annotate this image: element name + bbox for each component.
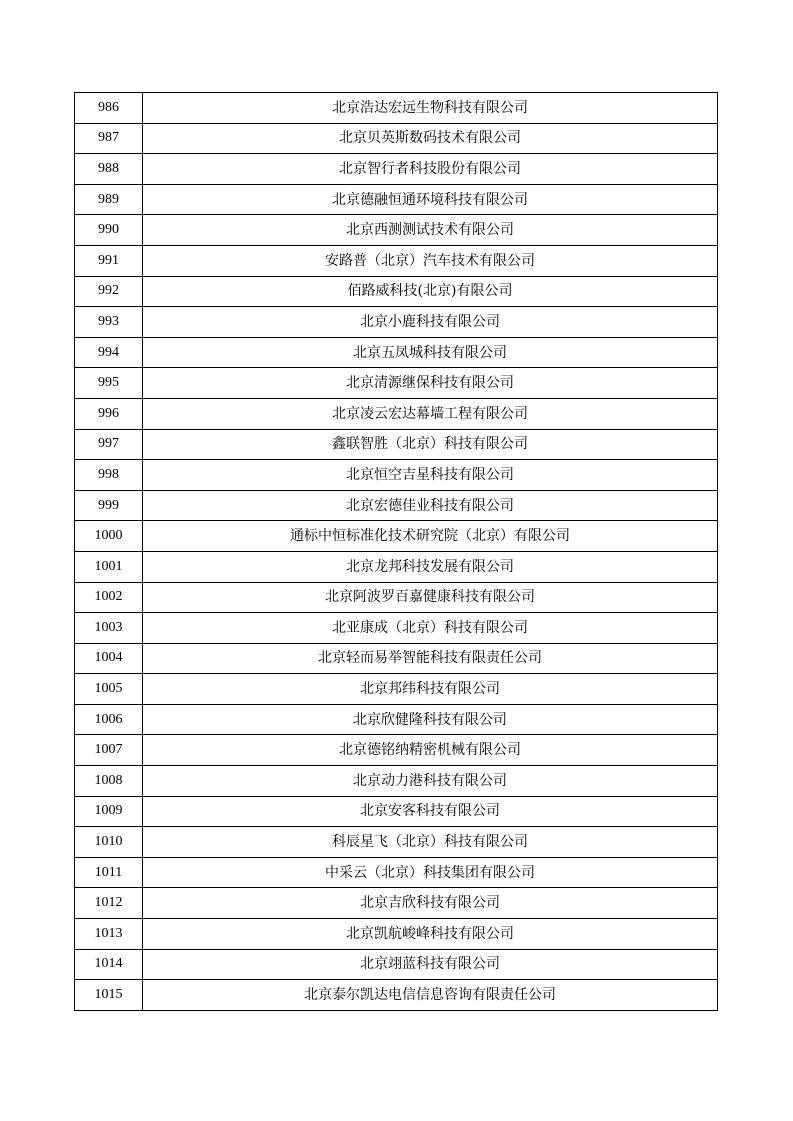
- table-row: [75, 674, 718, 705]
- row-number-cell: 1004: [75, 643, 143, 674]
- table-row: [75, 184, 718, 215]
- company-name-cell: 北京轻而易举智能科技有限责任公司: [143, 643, 718, 674]
- row-number-cell: 1005: [75, 674, 143, 705]
- table-row: [75, 490, 718, 521]
- company-name-cell: 佰路威科技(北京)有限公司: [143, 276, 718, 307]
- company-name-cell: 通标中恒标准化技术研究院（北京）有限公司: [143, 521, 718, 552]
- table-row: [75, 460, 718, 491]
- company-name-cell: 北京动力港科技有限公司: [143, 766, 718, 797]
- company-name-cell: 北京凌云宏达幕墙工程有限公司: [143, 398, 718, 429]
- table-row: [75, 582, 718, 613]
- row-number-cell: 1007: [75, 735, 143, 766]
- table-row: [75, 93, 718, 124]
- company-name-cell: 北京龙邦科技发展有限公司: [143, 551, 718, 582]
- company-name-cell: 北京贝英斯数码技术有限公司: [143, 123, 718, 154]
- row-number-cell: 1000: [75, 521, 143, 552]
- row-number-cell: 987: [75, 123, 143, 154]
- company-name-cell: 北京翊蓝科技有限公司: [143, 949, 718, 980]
- company-list-body: [75, 93, 718, 1011]
- table-row: [75, 704, 718, 735]
- company-name-cell: 北京安客科技有限公司: [143, 796, 718, 827]
- company-name-cell: 北京小鹿科技有限公司: [143, 307, 718, 338]
- company-name-cell: 北京宏德佳业科技有限公司: [143, 490, 718, 521]
- table-row: [75, 613, 718, 644]
- row-number-cell: 994: [75, 337, 143, 368]
- row-number-cell: 988: [75, 154, 143, 185]
- row-number-cell: 996: [75, 398, 143, 429]
- row-number-cell: 1006: [75, 704, 143, 735]
- company-name-cell: 安路普（北京）汽车技术有限公司: [143, 245, 718, 276]
- row-number-cell: 986: [75, 93, 143, 124]
- table-row: [75, 980, 718, 1011]
- row-number-cell: 993: [75, 307, 143, 338]
- table-row: [75, 307, 718, 338]
- company-name-cell: 北京五凤城科技有限公司: [143, 337, 718, 368]
- table-row: [75, 123, 718, 154]
- company-name-cell: 北京阿波罗百嘉健康科技有限公司: [143, 582, 718, 613]
- table-row: [75, 398, 718, 429]
- row-number-cell: 995: [75, 368, 143, 399]
- table-row: [75, 919, 718, 950]
- row-number-cell: 1008: [75, 766, 143, 797]
- table-row: [75, 735, 718, 766]
- company-name-cell: 北京恒空吉星科技有限公司: [143, 460, 718, 491]
- table-row: [75, 521, 718, 552]
- table-row: [75, 551, 718, 582]
- table-row: [75, 796, 718, 827]
- company-name-cell: 中采云（北京）科技集团有限公司: [143, 857, 718, 888]
- row-number-cell: 1015: [75, 980, 143, 1011]
- table-row: [75, 429, 718, 460]
- table-row: [75, 949, 718, 980]
- company-name-cell: 北亚康成（北京）科技有限公司: [143, 613, 718, 644]
- row-number-cell: 1010: [75, 827, 143, 858]
- company-name-cell: 北京德铭纳精密机械有限公司: [143, 735, 718, 766]
- company-name-cell: 科辰星飞（北京）科技有限公司: [143, 827, 718, 858]
- company-name-cell: 北京泰尔凯达电信信息咨询有限责任公司: [143, 980, 718, 1011]
- company-name-cell: 北京浩达宏远生物科技有限公司: [143, 93, 718, 124]
- row-number-cell: 991: [75, 245, 143, 276]
- company-name-cell: 北京西测测试技术有限公司: [143, 215, 718, 246]
- table-row: [75, 276, 718, 307]
- company-name-cell: 北京清源继保科技有限公司: [143, 368, 718, 399]
- table-row: [75, 245, 718, 276]
- table-row: [75, 766, 718, 797]
- row-number-cell: 1013: [75, 919, 143, 950]
- table-row: [75, 888, 718, 919]
- row-number-cell: 1003: [75, 613, 143, 644]
- row-number-cell: 990: [75, 215, 143, 246]
- row-number-cell: 989: [75, 184, 143, 215]
- table-row: [75, 643, 718, 674]
- table-row: [75, 154, 718, 185]
- row-number-cell: 1014: [75, 949, 143, 980]
- company-name-cell: 北京智行者科技股份有限公司: [143, 154, 718, 185]
- row-number-cell: 1012: [75, 888, 143, 919]
- company-list-table: [74, 92, 718, 1011]
- row-number-cell: 992: [75, 276, 143, 307]
- row-number-cell: 1002: [75, 582, 143, 613]
- table-row: [75, 337, 718, 368]
- row-number-cell: 998: [75, 460, 143, 491]
- table-row: [75, 215, 718, 246]
- company-name-cell: 北京吉欣科技有限公司: [143, 888, 718, 919]
- table-row: [75, 368, 718, 399]
- row-number-cell: 1009: [75, 796, 143, 827]
- company-name-cell: 北京欣健隆科技有限公司: [143, 704, 718, 735]
- row-number-cell: 1001: [75, 551, 143, 582]
- table-row: [75, 857, 718, 888]
- row-number-cell: 997: [75, 429, 143, 460]
- company-name-cell: 鑫联智胜（北京）科技有限公司: [143, 429, 718, 460]
- company-name-cell: 北京德融恒通环境科技有限公司: [143, 184, 718, 215]
- table-row: [75, 827, 718, 858]
- company-name-cell: 北京凯航峻峰科技有限公司: [143, 919, 718, 950]
- company-name-cell: 北京邦纬科技有限公司: [143, 674, 718, 705]
- row-number-cell: 1011: [75, 857, 143, 888]
- row-number-cell: 999: [75, 490, 143, 521]
